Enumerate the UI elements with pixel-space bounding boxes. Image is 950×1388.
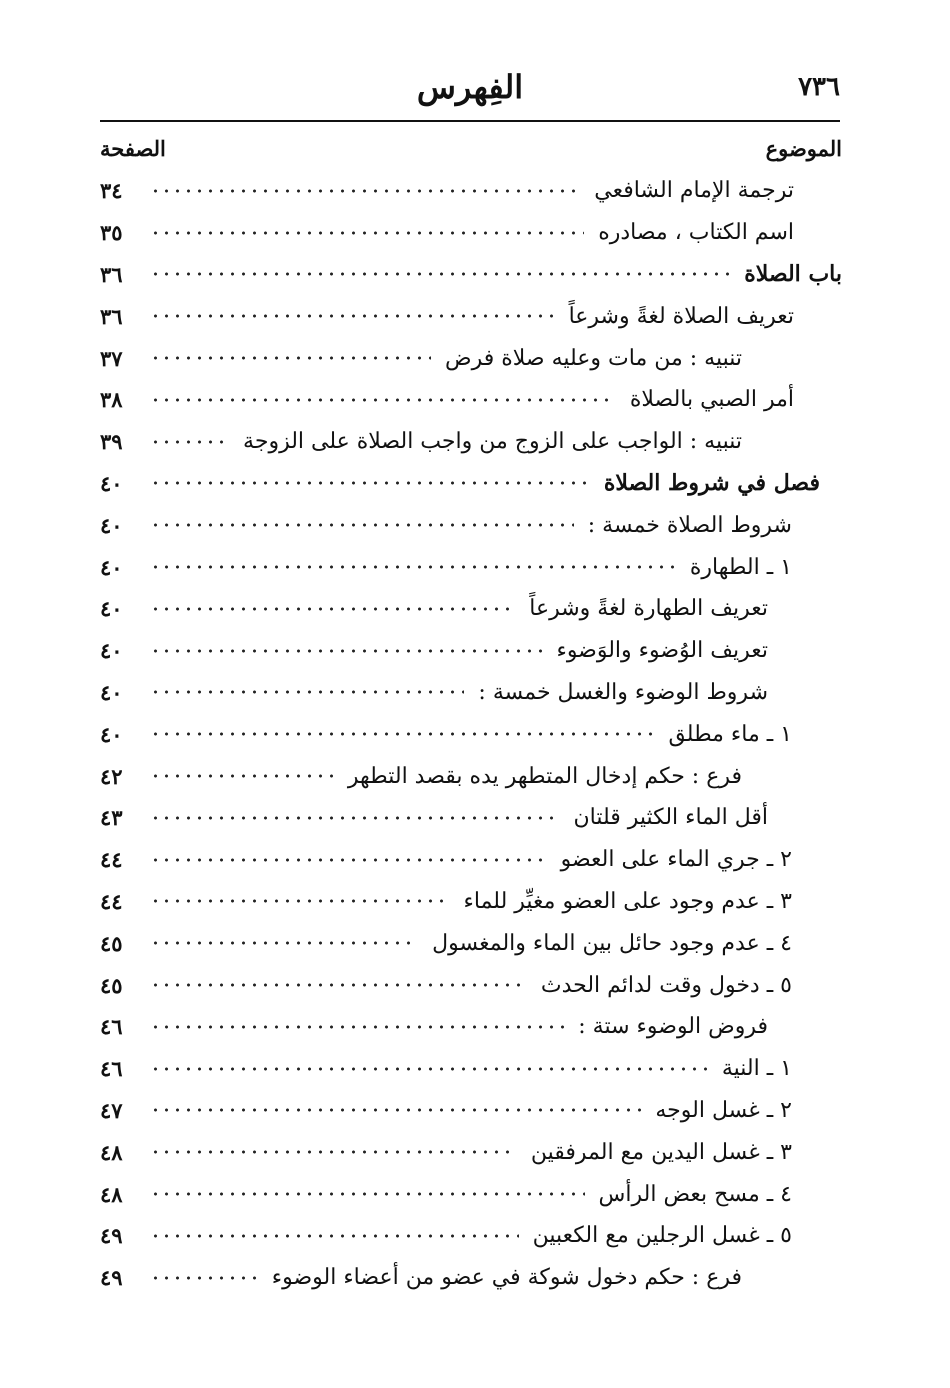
entry-page: ٤٩ [100,1265,123,1291]
entry-page: ٣٨ [100,387,123,413]
entry-text: ٣ ـ غسل اليدين مع المرفقين [530,1139,792,1165]
index-entry [100,421,842,463]
dot-leader [150,765,334,787]
index-entry [100,1048,842,1090]
page-title: الفِهرس [416,68,524,106]
index-entry [100,463,842,505]
entry-text: ترجمة الإمام الشافعي [594,178,794,204]
entry-page: ٤٦ [100,1014,123,1040]
entry-page: ٣٦ [100,261,123,287]
index-entry [100,504,842,546]
entry-page: ٣٩ [100,429,123,455]
index-entry [100,839,842,881]
entry-text: ٢ ـ غسل الوجه [655,1097,792,1123]
index-entry [100,295,842,337]
dot-leader [150,890,450,912]
index-entry [100,1215,842,1257]
dot-leader [150,598,515,620]
topic-column-heading: الموضوع [765,136,842,161]
index-entry [100,1173,842,1215]
dot-leader [150,222,584,244]
entry-text: ١ ـ ماء مطلق [668,721,792,747]
index-entry [100,1006,842,1048]
page-number: ٧٣٦ [798,72,840,102]
index-entry [100,212,842,254]
dot-leader [150,305,555,327]
entry-text: شروط الصلاة خمسة : [587,512,792,538]
entry-page: ٤٥ [100,972,123,998]
index-entry [100,170,842,212]
entry-text: فرع : حكم دخول شوكة في عضو من أعضاء الوضوء [271,1265,742,1291]
entry-text: فروض الوضوء ستة : [578,1014,768,1040]
entry-page: ٣٧ [100,345,123,371]
entry-page: ٤٠ [100,721,123,747]
entry-page: ٤٤ [100,888,123,914]
dot-leader [150,514,574,536]
entry-text: أمر الصبي بالصلاة [629,387,794,413]
dot-leader [150,974,527,996]
entry-page: ٤٦ [100,1056,123,1082]
entry-page: ٤٧ [100,1097,123,1123]
dot-leader [150,180,580,202]
entry-page: ٤٠ [100,554,123,580]
dot-leader [150,723,654,745]
dot-leader [150,472,590,494]
entry-page: ٤٥ [100,930,123,956]
entry-text: ١ ـ النية [721,1056,792,1082]
index-entry [100,254,842,296]
page-header [100,68,840,116]
entry-page: ٣٤ [100,178,123,204]
dot-leader [150,556,676,578]
dot-leader [150,1058,708,1080]
index-entry [100,672,842,714]
dot-leader [150,1141,517,1163]
entry-text: ٣ ـ عدم وجود على العضو مغيِّر للماء [463,888,792,914]
index-entry [100,337,842,379]
dot-leader [150,1099,641,1121]
index-entry [100,881,842,923]
dot-leader [150,1183,585,1205]
page-column-heading: الصفحة [100,136,166,161]
index-entry [100,755,842,797]
entry-text: تنبيه : الواجب على الزوج من واجب الصلاة على الزوجة [243,429,742,455]
index-entry [100,1090,842,1132]
entry-page: ٤٢ [100,763,123,789]
entry-text: ٥ ـ غسل الرجلين مع الكعبين [532,1223,792,1249]
dot-leader [150,347,431,369]
dot-leader [150,1225,519,1247]
dot-leader [150,431,229,453]
entry-page: ٤٠ [100,512,123,538]
dot-leader [150,1267,258,1289]
entry-text: اسم الكتاب ، مصادره [598,220,794,246]
entry-page: ٤٨ [100,1139,123,1165]
index-entry [100,922,842,964]
entry-text: تعريف الوُضوء والوَضوء [556,638,768,664]
entry-text: تنبيه : من مات وعليه صلاة فرض [445,345,742,371]
entry-text: ٢ ـ جري الماء على العضو [560,847,792,873]
entry-text: ٤ ـ مسح بعض الرأس [598,1181,792,1207]
index-entry [100,797,842,839]
entry-text: فرع : حكم إدخال المتطهر يده بقصد التطهر [347,763,742,789]
index-entry [100,379,842,421]
index-entries [100,170,842,1299]
index-entry [100,713,842,755]
index-entry [100,588,842,630]
entry-text: ١ ـ الطهارة [689,554,792,580]
entry-page: ٤٠ [100,470,123,496]
entry-text: شروط الوضوء والغسل خمسة : [478,679,768,705]
index-entry [100,630,842,672]
entry-page: ٣٦ [100,303,123,329]
entry-text: أقل الماء الكثير قلتان [573,805,768,831]
dot-leader [150,849,547,871]
index-entry [100,1257,842,1299]
index-entry [100,964,842,1006]
entry-text: تعريف الصلاة لغةً وشرعاً [568,303,794,329]
dot-leader [150,1016,564,1038]
dot-leader [150,389,616,411]
dot-leader [150,932,418,954]
entry-text: ٥ ـ دخول وقت لدائم الحدث [540,972,792,998]
entry-page: ٤٣ [100,805,123,831]
entry-text: فصل في شروط الصلاة [603,470,820,497]
entry-page: ٤٨ [100,1181,123,1207]
entry-page: ٤٠ [100,638,123,664]
dot-leader [150,640,542,662]
index-entry [100,1131,842,1173]
entry-page: ٤٠ [100,596,123,622]
entry-page: ٤٩ [100,1223,123,1249]
entry-text: باب الصلاة [744,261,842,288]
header-rule [100,120,840,122]
dot-leader [150,807,559,829]
entry-page: ٤٤ [100,847,123,873]
column-headings [100,136,842,170]
entry-text: ٤ ـ عدم وجود حائل بين الماء والمغسول [432,930,792,956]
index-entry [100,546,842,588]
entry-page: ٤٠ [100,679,123,705]
dot-leader [150,263,730,285]
entry-page: ٣٥ [100,220,123,246]
dot-leader [150,681,464,703]
entry-text: تعريف الطهارة لغةً وشرعاً [529,596,768,622]
